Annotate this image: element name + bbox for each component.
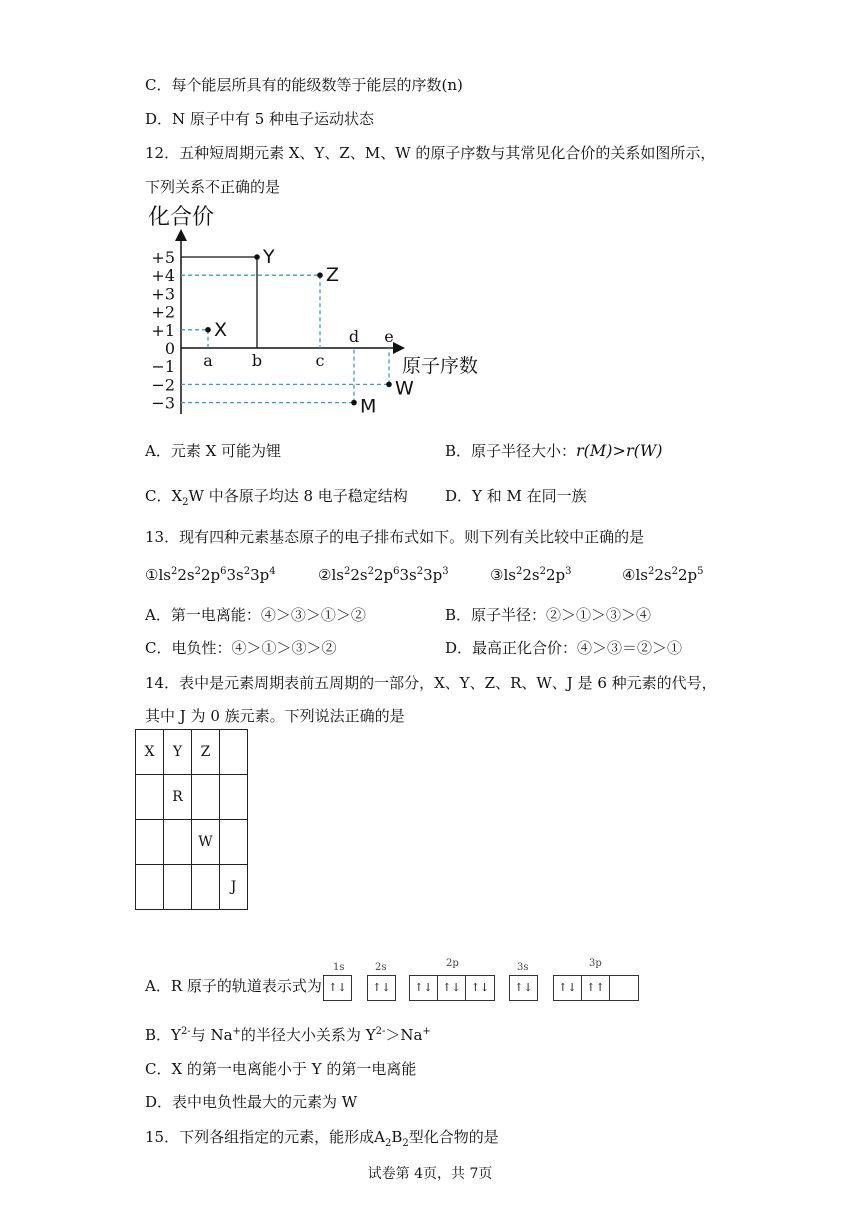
table-row (136, 730, 248, 775)
table-cell (220, 775, 248, 820)
table-cell (136, 775, 164, 820)
q12-stem-line1: 12．五种短周期元素 X、Y、Z、M、W 的原子序数与其常见化合价的关系如图所示， (145, 144, 716, 162)
table-cell: X (136, 730, 164, 775)
q13-stem: 13．现有四种元素基态原子的电子排布式如下。则下列有关比较中正确的是 (145, 528, 645, 546)
table-row (136, 775, 248, 820)
point-Z (317, 272, 323, 278)
point-label-M: M (360, 395, 377, 418)
q12-option-b (445, 440, 663, 461)
table-cell (192, 775, 220, 820)
point-Y (254, 254, 260, 260)
q12-option-c-text: W 中各原子均达 8 电子稳定结构 (188, 487, 408, 505)
orbital-label-2p: 2p (446, 958, 459, 969)
y-tick-label: +4 (151, 266, 175, 286)
y-tick-label: −3 (151, 393, 175, 413)
x-tick-label-b: b (251, 351, 263, 370)
q12-option-d: D．Y 和 M 在同一族 (445, 487, 587, 505)
q14-stem-line2: 其中 J 为 0 族元素。下列说法正确的是 (145, 707, 405, 725)
x-tick-label-e: e (384, 327, 394, 346)
q14-option-a: A．R 原子的轨道表示式为 (145, 977, 322, 995)
point-W (386, 382, 392, 388)
q13-config-2: $②ls^22s^22p^63s^23p^3$ (318, 566, 449, 584)
point-label-X: X (214, 318, 228, 341)
q13-config-3: $③ls^22s^22p^3$ (490, 566, 572, 584)
orbital-3s: ↑↓ (509, 975, 538, 1001)
table-row (136, 865, 248, 910)
x-axis-title: 原子序数 (402, 355, 479, 377)
y-tick-label: +3 (151, 284, 175, 304)
q11-option-c: C．每个能层所具有的能级数等于能层的序数(n) (145, 76, 463, 94)
q14-option-d: D．表中电负性最大的元素为 W (145, 1093, 358, 1111)
q13-option-c: C．电负性：④＞①＞③＞② (145, 639, 337, 657)
table-cell: Z (192, 730, 220, 775)
point-M (351, 400, 357, 406)
table-cell (164, 820, 192, 865)
q13-option-d: D．最高正化合价：④＞③＝②＞① (445, 639, 683, 657)
orbital-label-1s: 1s (333, 962, 345, 973)
table-cell: J (220, 865, 248, 910)
q13-option-a: A．第一电离能：④＞③＞①＞② (145, 606, 366, 624)
point-X (205, 327, 211, 333)
orbital-2s: ↑↓ (367, 975, 396, 1001)
q14-option-b: B．$Y^{2-}$与 Na+的半径大小关系为 $Y^{2-}>Na^+$ (145, 1026, 431, 1044)
table-cell (164, 865, 192, 910)
q13-config-4: $④ls^22s^22p^5$ (622, 566, 704, 584)
q12-option-b-math: r(M)>r(W) (576, 441, 663, 460)
q12-option-a: A．元素 X 可能为锂 (145, 442, 282, 460)
point-label-W: W (395, 377, 414, 400)
y-tick-label: +2 (151, 302, 175, 322)
page-footer: 试卷第 4页，共 7页 (367, 1166, 493, 1182)
orbital-2p: ↑↓ ↑↓ ↑↓ (409, 975, 495, 1001)
y-tick-label: −2 (151, 375, 175, 395)
table-cell (136, 865, 164, 910)
orbital-1s: ↑↓ (323, 975, 352, 1001)
x-tick-label-a: a (203, 351, 213, 370)
table-cell: W (192, 820, 220, 865)
y-tick-label: +1 (151, 320, 175, 340)
table-cell (220, 730, 248, 775)
table-cell (136, 820, 164, 865)
y-tick-label: +5 (151, 248, 175, 267)
q15-stem-prefix: 15．下列各组指定的元素，能形成 (145, 1128, 375, 1146)
y-axis-title: 化合价 (148, 205, 215, 230)
orbital-label-3p: 3p (589, 958, 602, 969)
q12-option-b-prefix: B．原子半径大小： (445, 442, 577, 460)
q12-option-c: C．$X_2W$ 中各原子均达 8 电子稳定结构 (145, 487, 408, 508)
q15-stem: 15．下列各组指定的元素，能形成$A_2B_2$型化合物的是 (145, 1128, 499, 1149)
orbital-label-3s: 3s (517, 962, 529, 973)
table-cell: R (164, 775, 192, 820)
q15-stem-suffix: 型化合物的是 (408, 1128, 499, 1146)
periodic-table-fragment (135, 729, 248, 910)
point-label-Z: Z (326, 264, 340, 287)
q11-option-d: D．N 原子中有 5 种电子运动状态 (145, 110, 375, 128)
table-row (136, 820, 248, 865)
q13-config-1: $①ls^22s^22p^63s^23p^4$ (145, 566, 276, 584)
q14-option-c: C．X 的第一电离能小于 Y 的第一电离能 (145, 1060, 417, 1078)
table-cell: Y (164, 730, 192, 775)
orbital-3p: ↑↓ ↑↑ (553, 975, 639, 1001)
q13-option-b: B．原子半径：②＞①＞③＞④ (445, 606, 652, 624)
valence-chart (140, 200, 510, 425)
table-cell (220, 820, 248, 865)
x-tick-label-d: d (348, 327, 360, 346)
table-cell (192, 865, 220, 910)
x-tick-label-c: c (315, 351, 325, 370)
y-tick-label: −1 (151, 357, 175, 377)
orbital-label-2s: 2s (375, 962, 387, 973)
q12-stem-line2: 下列关系不正确的是 (145, 178, 281, 196)
q14-stem-line1: 14．表中是元素周期表前五周期的一部分，X、Y、Z、R、W、J 是 6 种元素的代号， (145, 674, 717, 692)
y-tick-label: 0 (164, 339, 175, 358)
point-label-Y: Y (263, 246, 275, 268)
